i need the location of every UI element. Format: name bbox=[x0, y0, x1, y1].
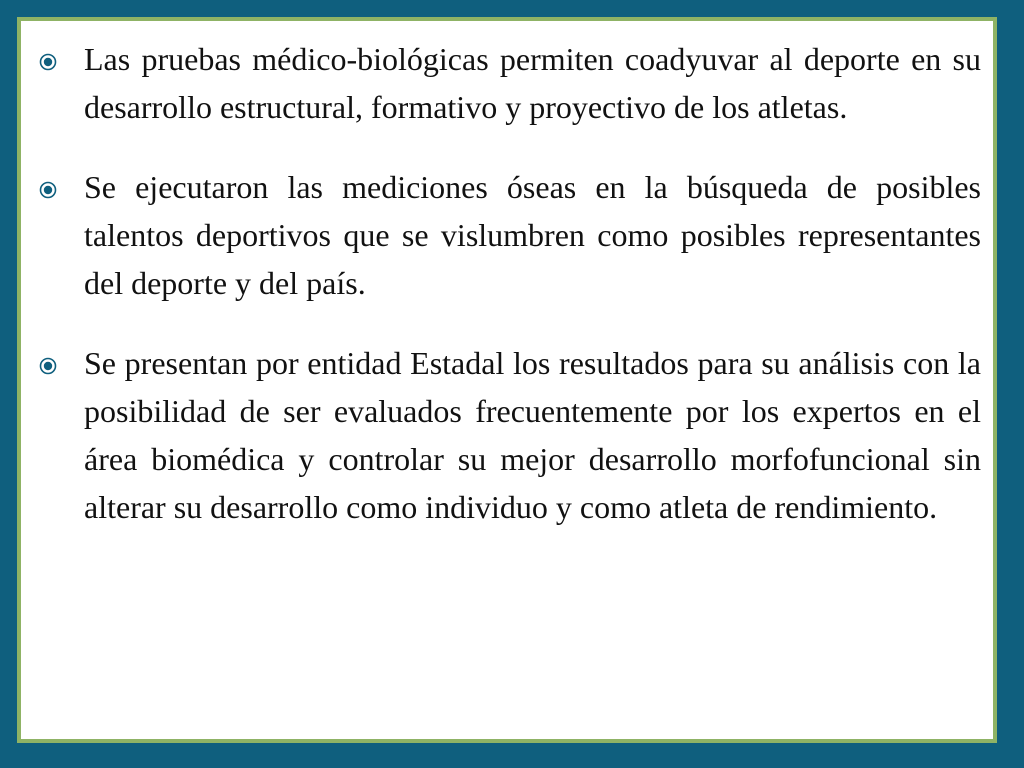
circle-bullet-icon bbox=[39, 357, 57, 375]
bullet-text: Se ejecutaron las mediciones óseas en la búsqueda de posibles talentos deportivos que se vislumbren como posibles representantes del deporte y del país. bbox=[84, 169, 981, 301]
bullet-item-3 bbox=[39, 339, 981, 531]
circle-bullet-icon bbox=[39, 53, 57, 71]
bullet-list bbox=[39, 35, 981, 563]
slide-panel bbox=[17, 17, 997, 743]
circle-bullet-icon bbox=[39, 181, 57, 199]
bullet-text: Se presentan por entidad Estadal los resultados para su análisis con la posibilidad de ser evaluados frecuentemente por los expertos en el área biomédica y controlar su mejor desarrollo morfofuncional sin alterar su desarrollo como individuo y como atleta de rendimiento. bbox=[84, 345, 981, 525]
bullet-item-1 bbox=[39, 35, 981, 131]
bullet-item-2 bbox=[39, 163, 981, 307]
bullet-text: Las pruebas médico-biológicas permiten coadyuvar al deporte en su desarrollo estructural, formativo y proyectivo de los atletas. bbox=[84, 41, 981, 125]
